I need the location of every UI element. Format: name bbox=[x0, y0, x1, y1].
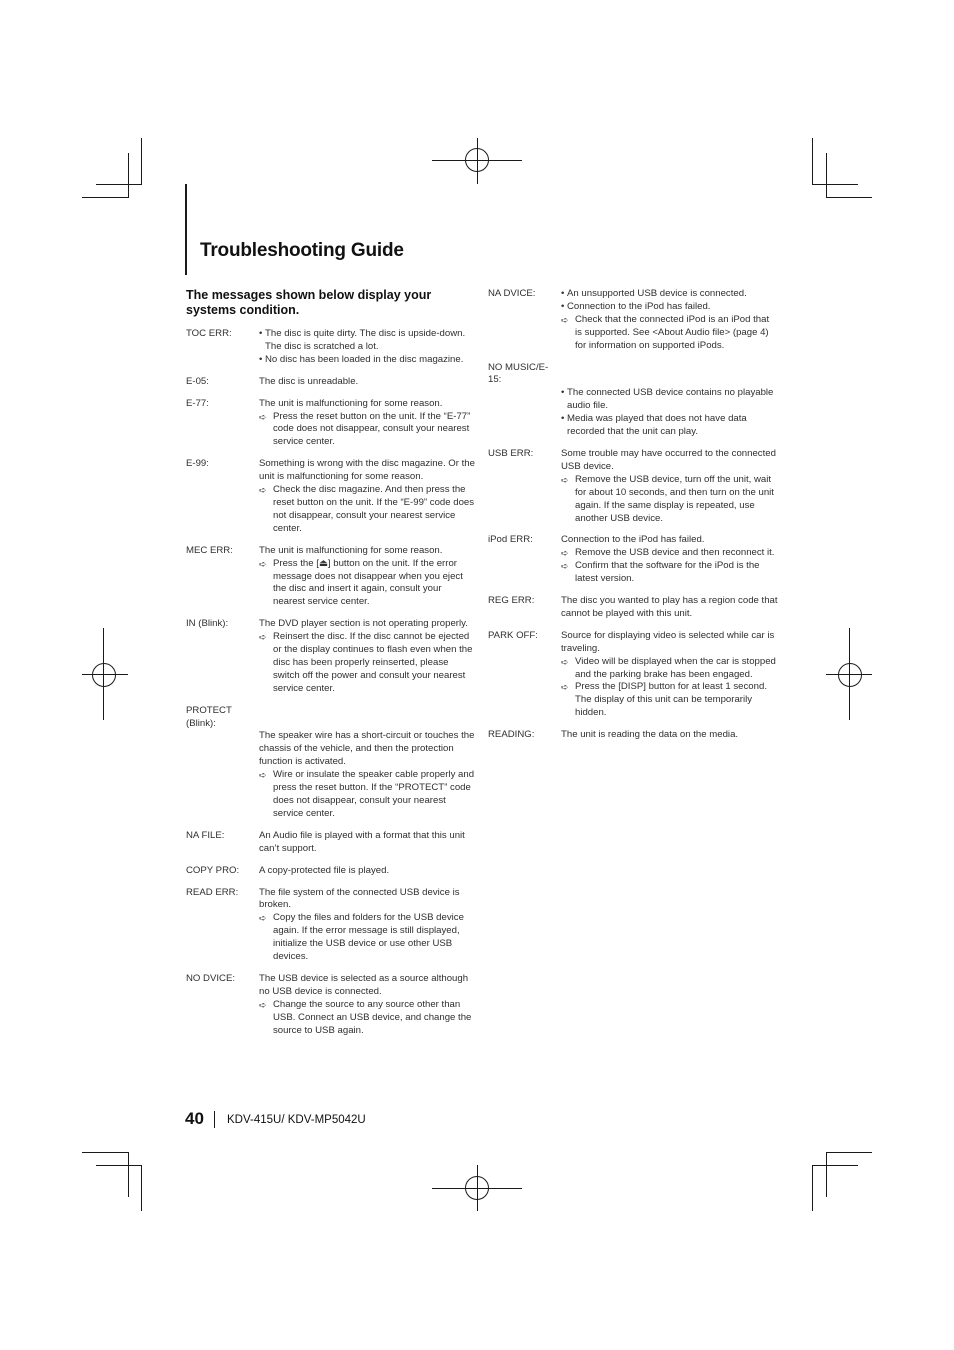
message-entry bbox=[186, 376, 476, 389]
cause-item bbox=[561, 387, 778, 413]
message-entry bbox=[186, 618, 476, 695]
crop-mark-line bbox=[96, 1165, 142, 1166]
registration-mark-circle bbox=[92, 663, 116, 687]
message-code: NO DVICE: bbox=[186, 972, 236, 984]
message-code: PROTECT (Blink): bbox=[186, 704, 232, 729]
cause-item bbox=[561, 288, 778, 301]
message-code: NA FILE: bbox=[186, 829, 225, 841]
remedy-item bbox=[259, 999, 476, 1038]
cause-item bbox=[259, 354, 476, 367]
cause-item bbox=[259, 328, 476, 354]
item-text: Confirm that the software for the iPod is the latest version. bbox=[575, 560, 760, 585]
message-description bbox=[259, 458, 476, 535]
left-column bbox=[186, 288, 476, 1047]
message-description bbox=[561, 387, 778, 439]
message-code: NA DVICE: bbox=[488, 288, 536, 299]
item-text: An unsupported USB device is connected. bbox=[567, 288, 747, 299]
item-text: Reinsert the disc. If the disc cannot be ejected or the display continues to flash even when the disc has been properly reinserted, please switch off the power and consult your nearest service center. bbox=[273, 631, 473, 694]
crop-mark-line bbox=[141, 1165, 142, 1211]
message-entry bbox=[488, 288, 778, 353]
message-entry bbox=[186, 705, 476, 821]
remedy-item bbox=[561, 547, 778, 560]
message-code: COPY PRO: bbox=[186, 864, 240, 876]
crop-mark-line bbox=[82, 197, 128, 198]
item-text: Press the [DISP] button for at least 1 second. The display of this unit can be temporarily hidden. bbox=[575, 681, 767, 719]
item-text: The connected USB device contains no playable audio file. bbox=[567, 387, 774, 412]
message-code: MEC ERR: bbox=[186, 544, 233, 556]
description-text bbox=[259, 545, 476, 558]
crop-mark-line bbox=[96, 184, 142, 185]
item-text: The file system of the connected USB device is broken. bbox=[259, 886, 460, 911]
item-text: Remove the USB device, turn off the unit, wait for about 10 seconds, and then turn on the unit again. If the same display is repeated, use another USB device. bbox=[575, 473, 774, 524]
message-description bbox=[259, 973, 476, 1038]
crop-mark-line bbox=[826, 197, 872, 198]
message-code: iPod ERR: bbox=[488, 534, 533, 546]
message-code: PARK OFF: bbox=[488, 629, 538, 641]
description-text bbox=[259, 458, 476, 484]
item-text: The unit is malfunctioning for some reason. bbox=[259, 397, 443, 409]
description-text bbox=[561, 729, 778, 742]
message-code: READ ERR: bbox=[186, 886, 239, 898]
message-code: E-99: bbox=[186, 458, 209, 470]
remedy-item bbox=[259, 558, 476, 610]
message-entry bbox=[186, 328, 476, 367]
message-description bbox=[259, 887, 476, 964]
crop-mark-line bbox=[128, 1152, 129, 1197]
message-entry bbox=[186, 973, 476, 1038]
model-name: KDV-415U/ KDV-MP5042U bbox=[227, 1114, 366, 1126]
arrow-icon: ➪ bbox=[259, 485, 267, 496]
crop-mark-line bbox=[812, 184, 858, 185]
crop-mark-line bbox=[141, 138, 142, 185]
bullet-icon: • bbox=[561, 413, 565, 425]
item-text: Some trouble may have occurred to the connected USB device. bbox=[561, 447, 776, 472]
arrow-icon: ➪ bbox=[561, 474, 569, 485]
footer-divider bbox=[214, 1111, 215, 1128]
arrow-icon: ➪ bbox=[561, 561, 569, 572]
item-text: The USB device is selected as a source although no USB device is connected. bbox=[259, 972, 469, 997]
message-entry bbox=[488, 595, 778, 621]
arrow-icon: ➪ bbox=[561, 656, 569, 667]
message-description bbox=[259, 865, 476, 878]
item-text: Check that the connected iPod is an iPod that is supported. See <About Audio file> (page 4) for information on supported iPods. bbox=[575, 313, 770, 351]
arrow-icon: ➪ bbox=[561, 548, 569, 559]
remedy-item bbox=[561, 656, 778, 682]
description-text bbox=[561, 534, 778, 547]
crop-mark-line bbox=[812, 138, 813, 185]
item-text: Something is wrong with the disc magazine. Or the unit is malfunctioning for some reason. bbox=[259, 458, 475, 483]
message-description bbox=[561, 534, 778, 586]
message-entry bbox=[488, 630, 778, 720]
description-text bbox=[259, 618, 476, 631]
message-entry bbox=[488, 729, 778, 742]
item-text: Press the reset button on the unit. If the “E-77” code does not disappear, consult your nearest service center. bbox=[273, 410, 471, 448]
item-text: Connection to the iPod has failed. bbox=[567, 300, 711, 312]
item-text: Remove the USB device and then reconnect it. bbox=[575, 547, 775, 559]
description-text bbox=[259, 973, 476, 999]
message-list-right bbox=[488, 288, 778, 742]
message-code: REG ERR: bbox=[488, 595, 535, 607]
item-text: Copy the files and folders for the USB device again. If the error message is still displayed, initialize the USB device or use other USB devices. bbox=[273, 912, 464, 963]
item-text: Check the disc magazine. And then press the reset button on the unit. If the “E-99” code does not disappear, consult your nearest service center. bbox=[273, 484, 475, 534]
bullet-icon: • bbox=[561, 288, 565, 299]
message-code: USB ERR: bbox=[488, 447, 534, 459]
item-text: Source for displaying video is selected while car is traveling. bbox=[561, 629, 775, 654]
title-rule bbox=[185, 184, 187, 275]
message-list-left bbox=[186, 328, 476, 1038]
section-subheading: The messages shown below display your systems condition. bbox=[186, 288, 432, 317]
crop-mark-line bbox=[128, 153, 129, 198]
message-entry bbox=[186, 398, 476, 450]
bullet-icon: • bbox=[259, 353, 263, 365]
cause-item bbox=[561, 301, 778, 314]
description-text bbox=[561, 448, 778, 474]
right-column bbox=[488, 288, 778, 751]
remedy-item bbox=[259, 912, 476, 964]
message-code: TOC ERR: bbox=[186, 328, 232, 339]
description-text bbox=[259, 887, 476, 913]
message-code: NO MUSIC/E-15: bbox=[488, 361, 549, 386]
description-text bbox=[259, 865, 476, 878]
arrow-icon: ➪ bbox=[259, 558, 267, 569]
message-entry bbox=[488, 362, 778, 439]
message-description bbox=[561, 448, 778, 525]
message-description bbox=[259, 328, 476, 367]
message-entry bbox=[186, 830, 476, 856]
item-text: Video will be displayed when the car is stopped and the parking brake has been engaged. bbox=[575, 655, 776, 680]
message-description bbox=[259, 618, 476, 695]
crop-mark-line bbox=[826, 153, 827, 198]
item-text: The disc you wanted to play has a region code that cannot be played with this unit. bbox=[561, 595, 778, 619]
registration-mark-circle bbox=[838, 663, 862, 687]
message-entry bbox=[186, 458, 476, 535]
message-description bbox=[561, 729, 778, 742]
description-text bbox=[259, 376, 476, 389]
message-code: READING: bbox=[488, 729, 535, 741]
message-description bbox=[259, 545, 476, 610]
message-entry bbox=[488, 534, 778, 586]
description-text bbox=[561, 595, 778, 621]
crop-mark-line bbox=[826, 1152, 872, 1153]
message-code: E-77: bbox=[186, 397, 209, 409]
message-code: E-05: bbox=[186, 375, 209, 387]
item-text: Wire or insulate the speaker cable properly and press the reset button. If the “PROTECT” code does not disappear, consult your nearest service center. bbox=[273, 769, 475, 819]
page-number: 40 bbox=[185, 1109, 204, 1128]
remedy-item bbox=[561, 314, 778, 353]
message-description bbox=[259, 376, 476, 389]
item-text: Media was played that does not have data recorded that the unit can play. bbox=[567, 413, 747, 438]
item-text: No disc has been loaded in the disc magazine. bbox=[265, 353, 464, 365]
message-description bbox=[259, 730, 476, 820]
description-text bbox=[259, 398, 476, 411]
item-text: The disc is unreadable. bbox=[259, 375, 359, 387]
item-text: Change the source to any source other than USB. Connect an USB device, and change the source to USB again. bbox=[273, 998, 472, 1036]
message-entry bbox=[186, 887, 476, 964]
item-text: The DVD player section is not operating properly. bbox=[259, 618, 468, 630]
remedy-item bbox=[259, 631, 476, 696]
item-text: The unit is malfunctioning for some reason. bbox=[259, 544, 443, 556]
arrow-icon: ➪ bbox=[259, 411, 267, 422]
description-text bbox=[259, 830, 476, 856]
remedy-item bbox=[259, 411, 476, 450]
message-description bbox=[561, 288, 778, 353]
message-description bbox=[561, 595, 778, 621]
arrow-icon: ➪ bbox=[561, 682, 569, 693]
item-text: The disc is quite dirty. The disc is upside-down. The disc is scratched a lot. bbox=[265, 328, 466, 352]
item-text: Press the [⏏] button on the unit. If the error message does not disappear when you eject the disc and insert it again, consult your nearest service center. bbox=[273, 557, 463, 608]
message-description bbox=[259, 830, 476, 856]
bullet-icon: • bbox=[259, 328, 263, 339]
item-text: An Audio file is played with a format that this unit can’t support. bbox=[259, 829, 465, 854]
description-text bbox=[259, 730, 476, 769]
bullet-icon: • bbox=[561, 387, 565, 399]
message-code: IN (Blink): bbox=[186, 618, 229, 630]
remedy-item bbox=[259, 769, 476, 821]
item-text: Connection to the iPod has failed. bbox=[561, 534, 705, 546]
arrow-icon: ➪ bbox=[561, 314, 569, 325]
page-title: Troubleshooting Guide bbox=[200, 240, 404, 261]
bullet-icon: • bbox=[561, 300, 565, 312]
item-text: A copy-protected file is played. bbox=[259, 864, 390, 876]
message-description bbox=[561, 630, 778, 720]
message-entry bbox=[488, 448, 778, 525]
cause-item bbox=[561, 413, 778, 439]
message-description bbox=[259, 398, 476, 450]
message-entry bbox=[186, 865, 476, 878]
crop-mark-line bbox=[82, 1152, 128, 1153]
item-text: The speaker wire has a short-circuit or touches the chassis of the vehicle, and then the protection function is activated. bbox=[259, 730, 475, 768]
registration-mark-circle bbox=[465, 1176, 489, 1200]
arrow-icon: ➪ bbox=[259, 632, 267, 643]
arrow-icon: ➪ bbox=[259, 999, 267, 1010]
remedy-item bbox=[561, 681, 778, 720]
description-text bbox=[561, 630, 778, 656]
item-text: The unit is reading the data on the media. bbox=[561, 729, 739, 741]
arrow-icon: ➪ bbox=[259, 770, 267, 781]
registration-mark-circle bbox=[465, 148, 489, 172]
remedy-item bbox=[259, 484, 476, 536]
remedy-item bbox=[561, 474, 778, 526]
message-entry bbox=[186, 545, 476, 610]
crop-mark-line bbox=[812, 1165, 813, 1211]
arrow-icon: ➪ bbox=[259, 913, 267, 924]
crop-mark-line bbox=[812, 1165, 858, 1166]
remedy-item bbox=[561, 560, 778, 586]
crop-mark-line bbox=[826, 1152, 827, 1197]
